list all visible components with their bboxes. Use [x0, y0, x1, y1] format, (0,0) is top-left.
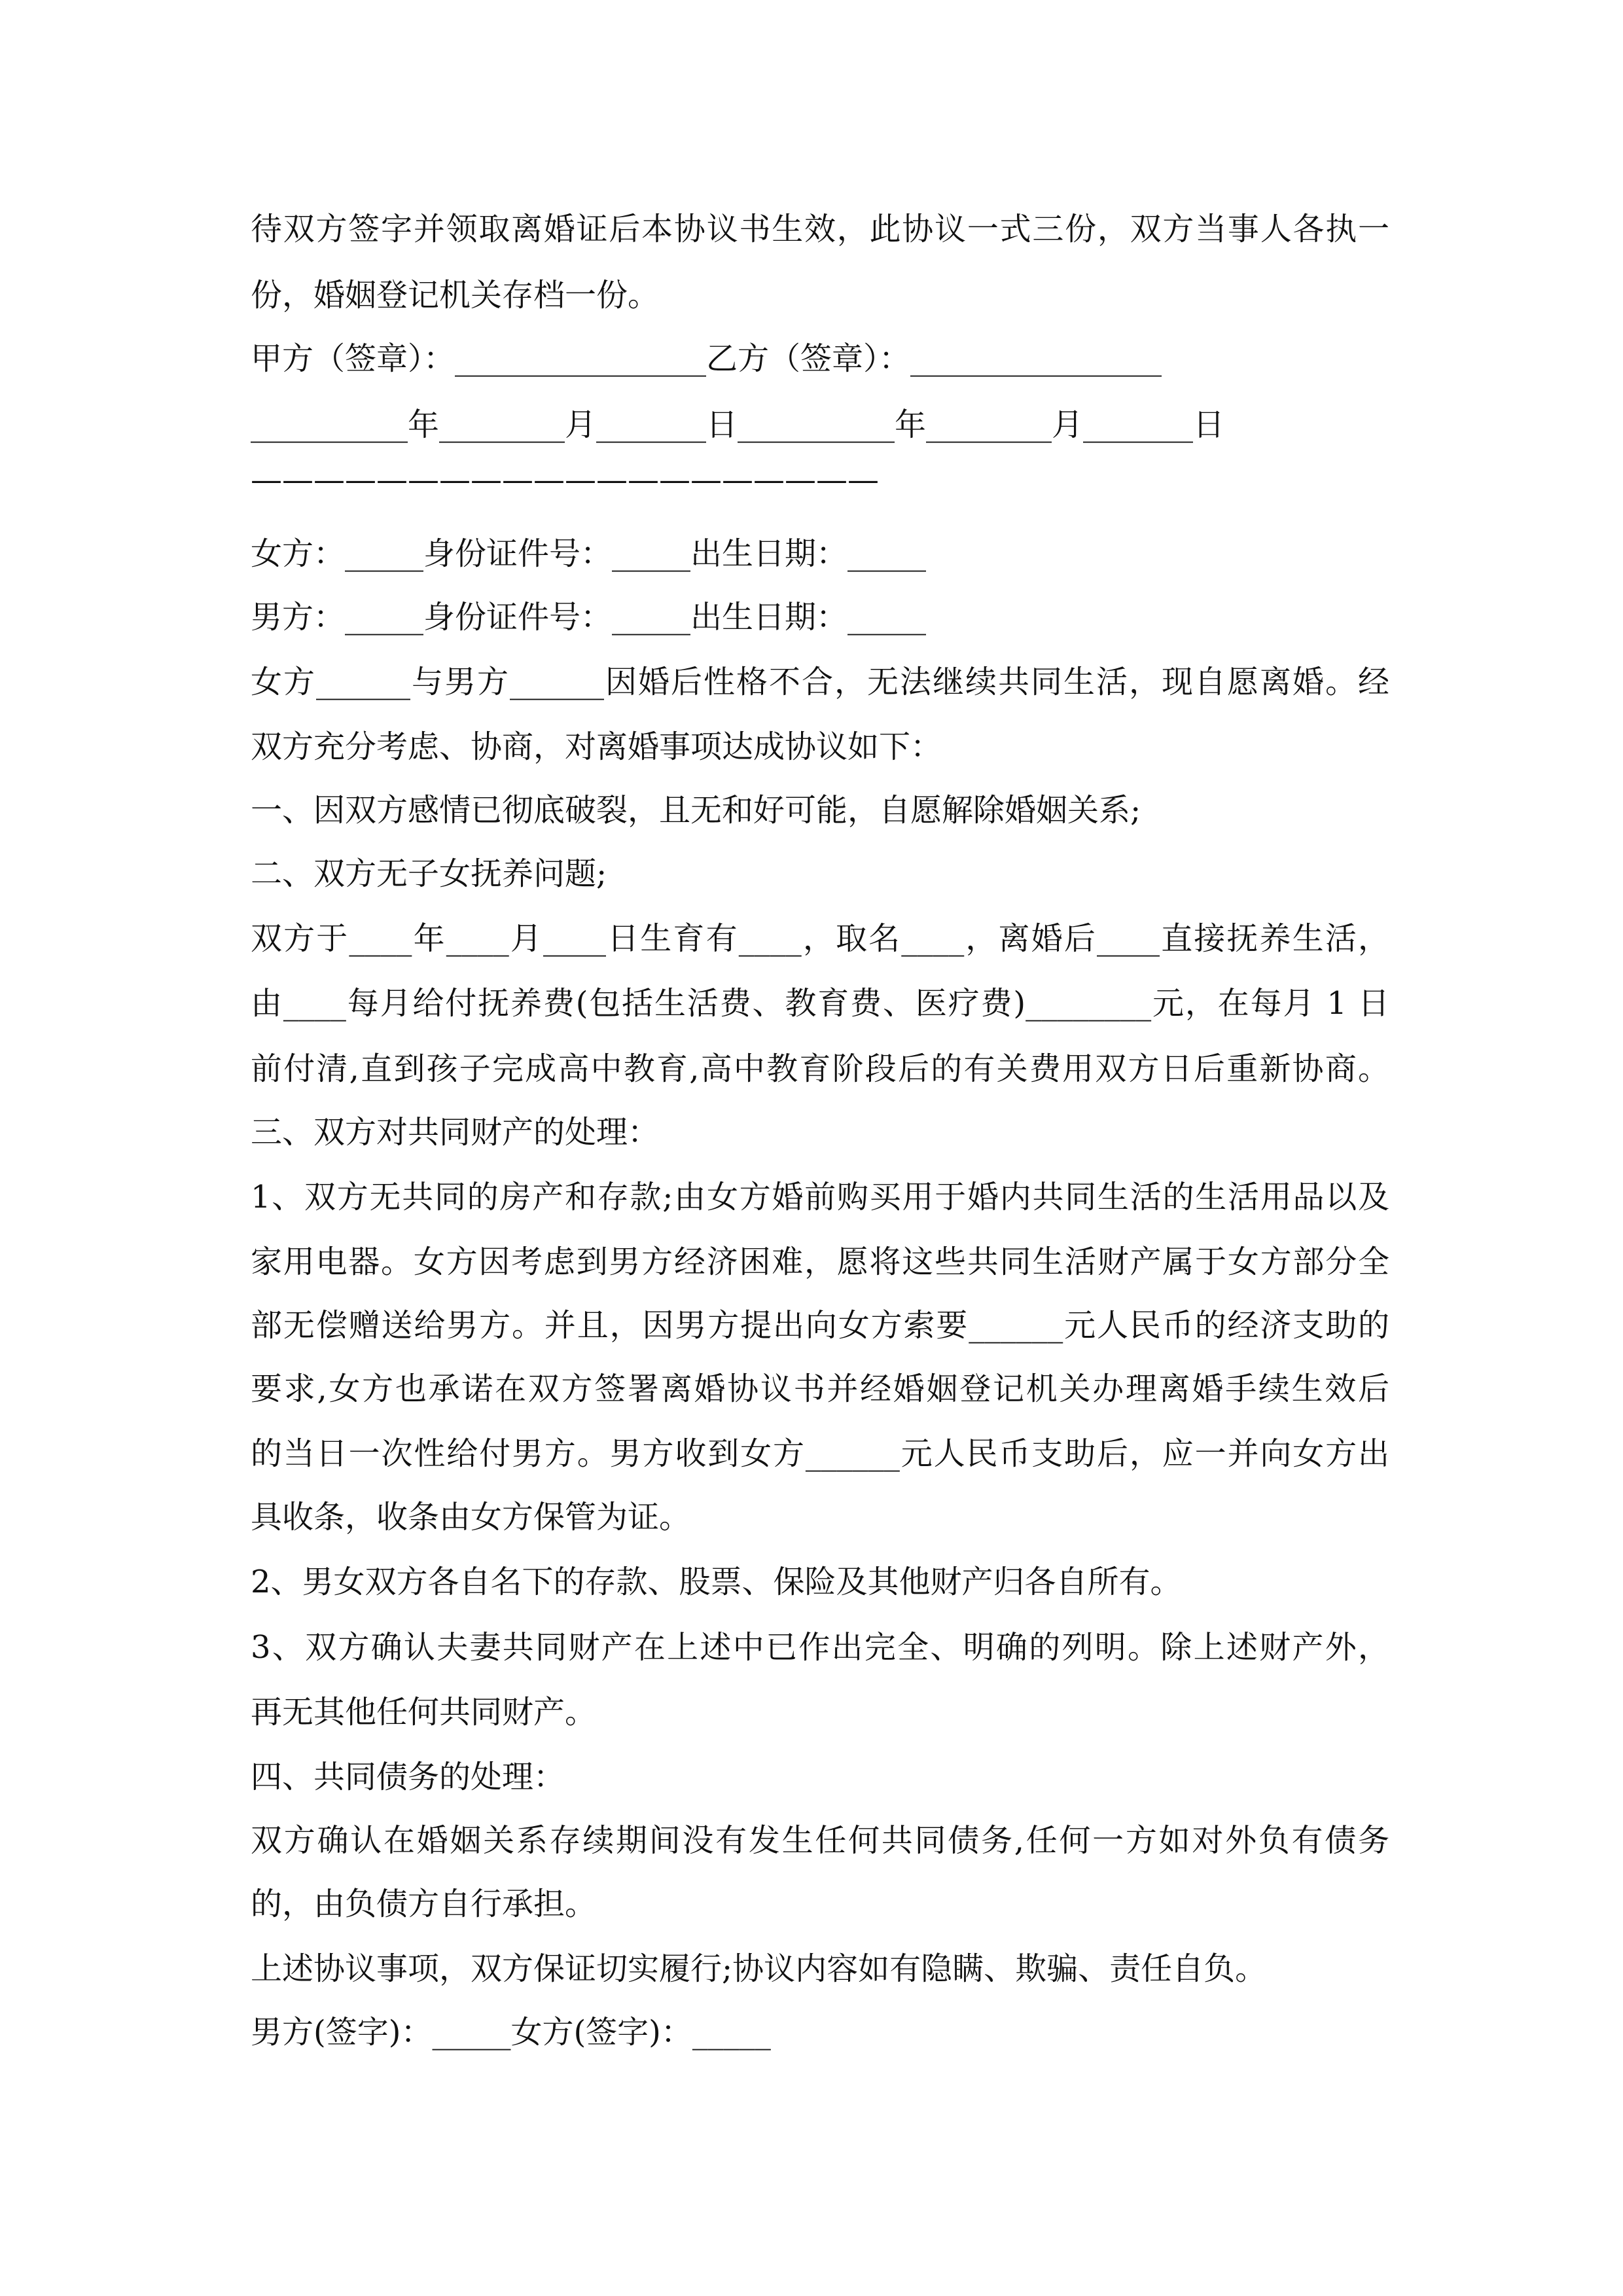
text-line: 双方充分考虑、协商，对离婚事项达成协议如下：	[251, 728, 942, 765]
text-line: 男方：_____身份证件号：_____出生日期：_____	[251, 599, 927, 636]
text-line: 前付清,直到孩子完成高中教育,高中教育阶段后的有关费用双方日后重新协商。	[251, 1050, 1389, 1087]
text-line: 待双方签字并领取离婚证后本协议书生效，此协议一式三份，双方当事人各执一	[251, 211, 1389, 247]
divider-line: ————————————————————	[251, 461, 879, 498]
text-line: 再无其他任何共同财产。	[251, 1694, 597, 1731]
text-line: 1、双方无共同的房产和存款;由女方婚前购买用于婚内共同生活的生活用品以及	[251, 1179, 1389, 1215]
section-heading: 三、双方对共同财产的处理：	[251, 1114, 660, 1151]
text-line: 的，由负债方自行承担。	[251, 1886, 597, 1922]
text-line: 3、双方确认夫妻共同财产在上述中已作出完全、明确的列明。除上述财产外，	[251, 1629, 1389, 1666]
text-line: 部无偿赠送给男方。并且，因男方提出向女方索要______元人民币的经济支助的	[251, 1307, 1389, 1344]
text-line: 的当日一次性给付男方。男方收到女方______元人民币支助后，应一并向女方出	[251, 1435, 1389, 1472]
text-line: 女方______与男方______因婚后性格不合，无法继续共同生活，现自愿离婚。经	[251, 664, 1389, 700]
text-line: 由____每月给付抚养费(包括生活费、教育费、医疗费)________元，在每月 1 日	[251, 985, 1389, 1022]
date-line: __________年________月_______日__________年________月_______日	[251, 406, 1225, 443]
text-line: 双方确认在婚姻关系存续期间没有发生任何共同债务,任何一方如对外负有债务	[251, 1822, 1389, 1859]
text-line: 具收条，收条由女方保管为证。	[251, 1499, 691, 1535]
signature-line: 甲方（签章）：________________乙方（签章）：________________	[251, 340, 1162, 377]
text-line: 双方于____年____月____日生育有____，取名____，离婚后____直接抚养生活，	[251, 920, 1389, 957]
text-line: 家用电器。女方因考虑到男方经济困难，愿将这些共同生活财产属于女方部分全	[251, 1244, 1389, 1280]
text-line: 份，婚姻登记机关存档一份。	[251, 277, 660, 314]
text-line: 上述协议事项，双方保证切实履行;协议内容如有隐瞒、欺骗、责任自负。	[251, 1950, 1267, 1987]
text-line: 2、男女双方各自名下的存款、股票、保险及其他财产归各自所有。	[251, 1564, 1182, 1600]
signature-line: 男方(签字)：_____女方(签字)：_____	[251, 2014, 771, 2051]
text-line: 要求,女方也承诺在双方签署离婚协议书并经婚姻登记机关办理离婚手续生效后	[251, 1371, 1389, 1407]
section-heading: 二、双方无子女抚养问题;	[251, 855, 607, 892]
section-heading: 四、共同债务的处理：	[251, 1759, 565, 1795]
section-heading: 一、因双方感情已彻底破裂，且无和好可能，自愿解除婚姻关系;	[251, 792, 1141, 829]
text-line: 女方：_____身份证件号：_____出生日期：_____	[251, 535, 927, 572]
